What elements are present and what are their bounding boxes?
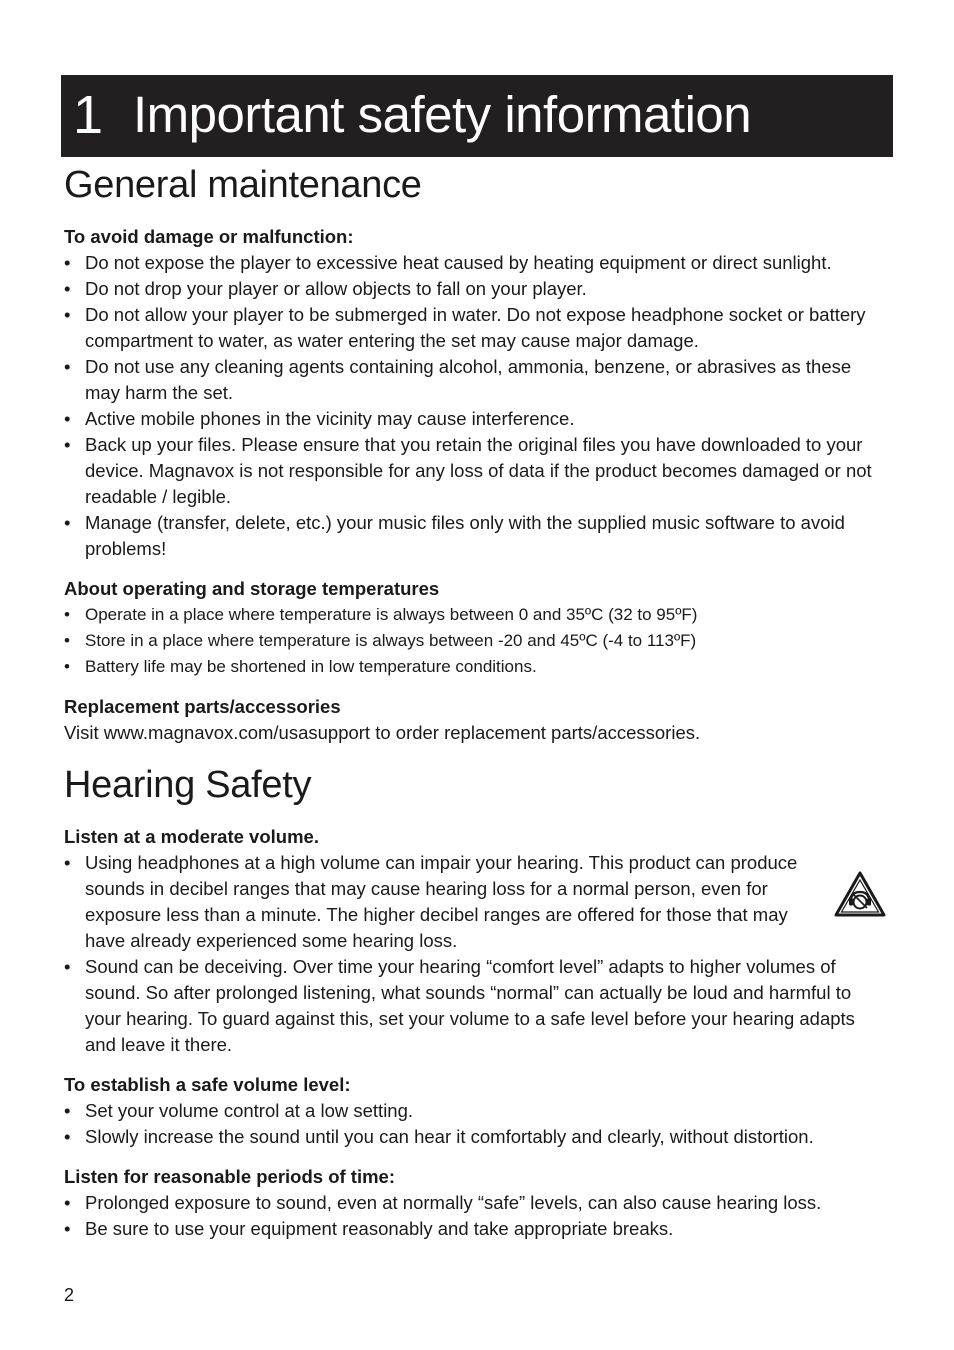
list-item: • Active mobile phones in the vicinity may cause interference. (64, 406, 890, 432)
list-item: • Back up your files. Please ensure that you retain the original files you have downloaded to your device. Magnavox is not responsible for any loss of data if the product becomes damaged or not readable / legible. (64, 432, 890, 510)
list-safe-level (64, 1098, 890, 1150)
subheading-periods: Listen for reasonable periods of time: (64, 1166, 396, 1187)
list-item: • Sound can be deceiving. Over time your hearing “comfort level” adapts to higher volumes of sound. So after prolonged listening, what sounds “normal” can actually be loud and harmful to your hearing. To guard against this, set your volume to a safe level before your hearing adapts and leave it there. (64, 954, 890, 1058)
subheading-moderate-volume: Listen at a moderate volume. (64, 826, 319, 847)
chapter-banner (61, 75, 893, 157)
list-avoid-damage (64, 250, 890, 562)
page-number: 2 (64, 1285, 75, 1305)
list-item: • Operate in a place where temperature is always between 0 and 35ºC (32 to 95ºF) (64, 602, 890, 628)
list-periods (64, 1190, 890, 1242)
list-item-text: Using headphones at a high volume can impair your hearing. This product can produce sounds in decibel ranges that may cause hearing loss for a normal person, even for exposure less than a minute. The higher decibel ranges are offered for those that may have already experienced some hearing loss. (85, 852, 798, 951)
list-item: • Manage (transfer, delete, etc.) your music files only with the supplied music software to avoid problems! (64, 510, 890, 562)
page-content (64, 156, 890, 1242)
list-item: • Battery life may be shortened in low temperature conditions. (64, 654, 890, 680)
section-title-general-maintenance: General maintenance (64, 164, 422, 206)
list-item: • Prolonged exposure to sound, even at normally “safe” levels, can also cause hearing loss. (64, 1190, 890, 1216)
subheading-replacement: Replacement parts/accessories (64, 696, 341, 717)
chapter-number: 1 (73, 85, 104, 145)
hearing-warning-icon (834, 871, 886, 917)
list-item: • Store in a place where temperature is always between -20 and 45ºC (-4 to 113ºF) (64, 628, 890, 654)
list-item (64, 850, 890, 954)
list-item: • Do not expose the player to excessive heat caused by heating equipment or direct sunlight. (64, 250, 890, 276)
list-item: • Do not drop your player or allow objects to fall on your player. (64, 276, 890, 302)
list-item: • Do not allow your player to be submerged in water. Do not expose headphone socket or battery compartment to water, as water entering the set may cause major damage. (64, 302, 890, 354)
section-title-hearing-safety: Hearing Safety (64, 764, 312, 806)
list-item: • Set your volume control at a low setting. (64, 1098, 890, 1124)
list-moderate-volume (64, 850, 890, 1058)
subheading-safe-level: To establish a safe volume level: (64, 1074, 351, 1095)
list-item: • Do not use any cleaning agents containing alcohol, ammonia, benzene, or abrasives as these may harm the set. (64, 354, 890, 406)
list-item: • Be sure to use your equipment reasonably and take appropriate breaks. (64, 1216, 890, 1242)
subheading-temperatures: About operating and storage temperatures (64, 578, 440, 599)
list-temperatures (64, 602, 890, 680)
chapter-title: Important safety information (133, 86, 752, 143)
subheading-avoid-damage: To avoid damage or malfunction: (64, 226, 354, 247)
list-item: • Slowly increase the sound until you can hear it comfortably and clearly, without distortion. (64, 1124, 890, 1150)
replacement-text: Visit www.magnavox.com/usasupport to order replacement parts/accessories. (64, 722, 701, 743)
